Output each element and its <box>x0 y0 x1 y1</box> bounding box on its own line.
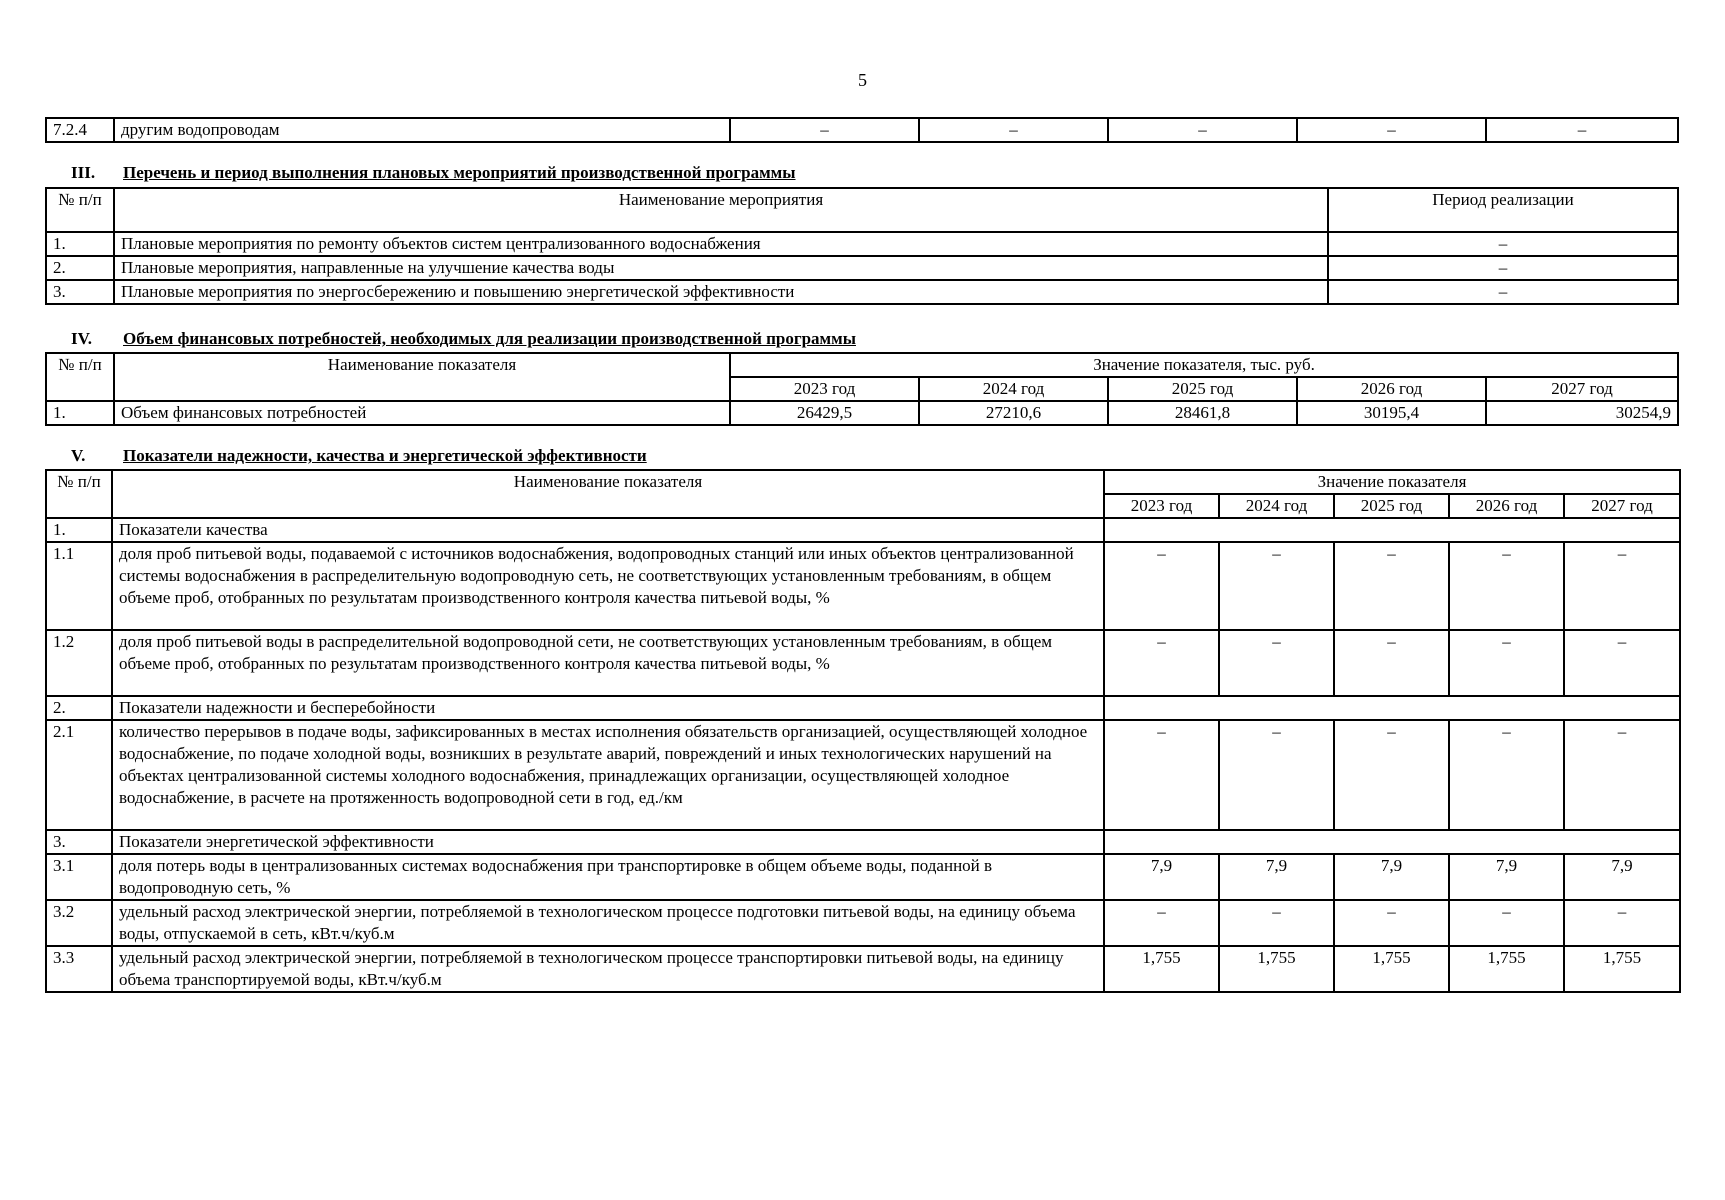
section-title: Объем финансовых потребностей, необходимых для реализации производственной программы <box>123 329 856 348</box>
table-row <box>46 720 1680 830</box>
value-cell: – <box>1334 720 1449 830</box>
value-cell: – <box>1449 720 1564 830</box>
header-num: № п/п <box>46 470 112 518</box>
group-row <box>46 518 1680 542</box>
top-continuation-table <box>45 117 1679 143</box>
header-value: Значение показателя <box>1104 470 1680 494</box>
row-number: 1.2 <box>46 630 112 696</box>
value-cell: – <box>1297 118 1486 142</box>
header-year: 2026 год <box>1449 494 1564 518</box>
header-year: 2024 год <box>1219 494 1334 518</box>
header-year: 2027 год <box>1564 494 1680 518</box>
value-cell: – <box>1108 118 1297 142</box>
value-cell: 7,9 <box>1104 854 1219 900</box>
header-year: 2027 год <box>1486 377 1678 401</box>
value-cell: 28461,8 <box>1108 401 1297 425</box>
value-cell: – <box>1104 720 1219 830</box>
table-row <box>46 118 1678 142</box>
row-period: – <box>1328 280 1678 304</box>
row-number: 2.1 <box>46 720 112 830</box>
header-num: № п/п <box>46 188 114 232</box>
row-name: удельный расход электрической энергии, потребляемой в технологическом процессе транспортировки питьевой воды, на единицу объема транспортируемой воды, кВт.ч/куб.м <box>112 946 1104 992</box>
value-cell: 1,755 <box>1334 946 1449 992</box>
value-cell: 26429,5 <box>730 401 919 425</box>
value-cell: – <box>1564 542 1680 630</box>
row-name: количество перерывов в подаче воды, зафиксированных в местах исполнения обязательств организацией, осуществляющей холодное водоснабжение, по подаче холодной воды, возникших в результате аварий, повреждений и иных технологических нарушений на объектах централизованной системы холодного водоснабжения, принадлежащих организации, осуществляющей холодное водоснабжение, в расчете на протяженность водопроводной сети в год, ед./км <box>112 720 1104 830</box>
financial-needs-table <box>45 352 1679 426</box>
row-name: доля проб питьевой воды, подаваемой с источников водоснабжения, водопроводных станций или иных объектов централизованной системы водоснабжения в распределительную водопроводную сеть, не соответствующих установленным требованиям, в общем объеме проб, отобранных по результатам производственного контроля качества питьевой воды, % <box>112 542 1104 630</box>
value-cell: 7,9 <box>1449 854 1564 900</box>
header-name: Наименование показателя <box>114 353 730 401</box>
value-cell: 1,755 <box>1449 946 1564 992</box>
value-cell: – <box>1334 542 1449 630</box>
value-cell: – <box>1449 630 1564 696</box>
group-row <box>46 696 1680 720</box>
row-name: Показатели энергетической эффективности <box>112 830 1104 854</box>
value-cell: 27210,6 <box>919 401 1108 425</box>
row-number: 2. <box>46 696 112 720</box>
row-name: доля проб питьевой воды в распределительной водопроводной сети, не соответствующих установленным требованиям, в общем объеме проб, отобранных по результатам производственного контроля качества питьевой воды, % <box>112 630 1104 696</box>
header-num: № п/п <box>46 353 114 401</box>
table-row <box>46 280 1678 304</box>
header-year: 2026 год <box>1297 377 1486 401</box>
value-cell: – <box>730 118 919 142</box>
row-number: 1. <box>46 401 114 425</box>
activities-table <box>45 187 1679 305</box>
value-cell: – <box>1104 630 1219 696</box>
table-row <box>46 900 1680 946</box>
value-cell: – <box>1486 118 1678 142</box>
row-number: 3. <box>46 280 114 304</box>
table-header-row <box>46 353 1678 377</box>
header-name: Наименование показателя <box>112 470 1104 518</box>
row-number: 1. <box>46 518 112 542</box>
row-name: доля потерь воды в централизованных системах водоснабжения при транспортировке в общем объеме воды, поданной в водопроводную сеть, % <box>112 854 1104 900</box>
section-number: V. <box>71 446 86 465</box>
table-header-row <box>46 470 1680 494</box>
group-row <box>46 830 1680 854</box>
value-cell: – <box>1564 630 1680 696</box>
value-cell: 1,755 <box>1219 946 1334 992</box>
table-row <box>46 630 1680 696</box>
row-name: Показатели надежности и бесперебойности <box>112 696 1104 720</box>
section-heading <box>45 446 647 466</box>
value-cell: 7,9 <box>1334 854 1449 900</box>
value-cell: – <box>1334 630 1449 696</box>
header-year: 2025 год <box>1334 494 1449 518</box>
value-cell: – <box>1449 542 1564 630</box>
table-row <box>46 256 1678 280</box>
value-cell: 7,9 <box>1564 854 1680 900</box>
table-row <box>46 232 1678 256</box>
value-cell: – <box>1219 630 1334 696</box>
row-name: Плановые мероприятия по ремонту объектов систем централизованного водоснабжения <box>114 232 1328 256</box>
section-number: III. <box>71 163 96 182</box>
row-number: 3. <box>46 830 112 854</box>
row-name: Плановые мероприятия, направленные на улучшение качества воды <box>114 256 1328 280</box>
row-period: – <box>1328 232 1678 256</box>
value-cell: 1,755 <box>1564 946 1680 992</box>
row-name: Объем финансовых потребностей <box>114 401 730 425</box>
row-number: 7.2.4 <box>46 118 114 142</box>
row-name: другим водопроводам <box>114 118 730 142</box>
table-header-row <box>46 188 1678 232</box>
row-number: 1.1 <box>46 542 112 630</box>
table-row <box>46 401 1678 425</box>
value-cell: 1,755 <box>1104 946 1219 992</box>
value-cell: – <box>1104 542 1219 630</box>
value-cell: – <box>1564 720 1680 830</box>
page-number: 5 <box>858 70 867 90</box>
value-cell: 7,9 <box>1219 854 1334 900</box>
row-period: – <box>1328 256 1678 280</box>
row-number: 3.3 <box>46 946 112 992</box>
value-cell: – <box>1219 900 1334 946</box>
indicators-table <box>45 469 1681 993</box>
value-cell: – <box>1219 720 1334 830</box>
value-cell: – <box>1104 900 1219 946</box>
section-number: IV. <box>71 329 92 348</box>
group-empty <box>1104 518 1680 542</box>
row-name: Показатели качества <box>112 518 1104 542</box>
group-empty <box>1104 696 1680 720</box>
row-name: Плановые мероприятия по энергосбережению и повышению энергетической эффективности <box>114 280 1328 304</box>
row-number: 2. <box>46 256 114 280</box>
table-row <box>46 854 1680 900</box>
group-empty <box>1104 830 1680 854</box>
header-year: 2024 год <box>919 377 1108 401</box>
section-title: Показатели надежности, качества и энергетической эффективности <box>123 446 647 465</box>
row-number: 3.1 <box>46 854 112 900</box>
header-name: Наименование мероприятия <box>114 188 1328 232</box>
header-year: 2023 год <box>730 377 919 401</box>
value-cell: – <box>1449 900 1564 946</box>
header-year: 2025 год <box>1108 377 1297 401</box>
table-row <box>46 946 1680 992</box>
value-cell: – <box>919 118 1108 142</box>
value-cell: – <box>1219 542 1334 630</box>
row-name: удельный расход электрической энергии, потребляемой в технологическом процессе подготовки питьевой воды, на единицу объема воды, отпускаемой в сеть, кВт.ч/куб.м <box>112 900 1104 946</box>
value-cell: – <box>1564 900 1680 946</box>
row-number: 1. <box>46 232 114 256</box>
section-heading <box>45 163 796 183</box>
header-year: 2023 год <box>1104 494 1219 518</box>
section-title: Перечень и период выполнения плановых мероприятий производственной программы <box>123 163 796 182</box>
table-row <box>46 542 1680 630</box>
value-cell: – <box>1334 900 1449 946</box>
value-cell: 30195,4 <box>1297 401 1486 425</box>
row-number: 3.2 <box>46 900 112 946</box>
header-value: Значение показателя, тыс. руб. <box>730 353 1678 377</box>
value-cell: 30254,9 <box>1486 401 1678 425</box>
section-heading <box>45 329 856 349</box>
header-period: Период реализации <box>1328 188 1678 232</box>
